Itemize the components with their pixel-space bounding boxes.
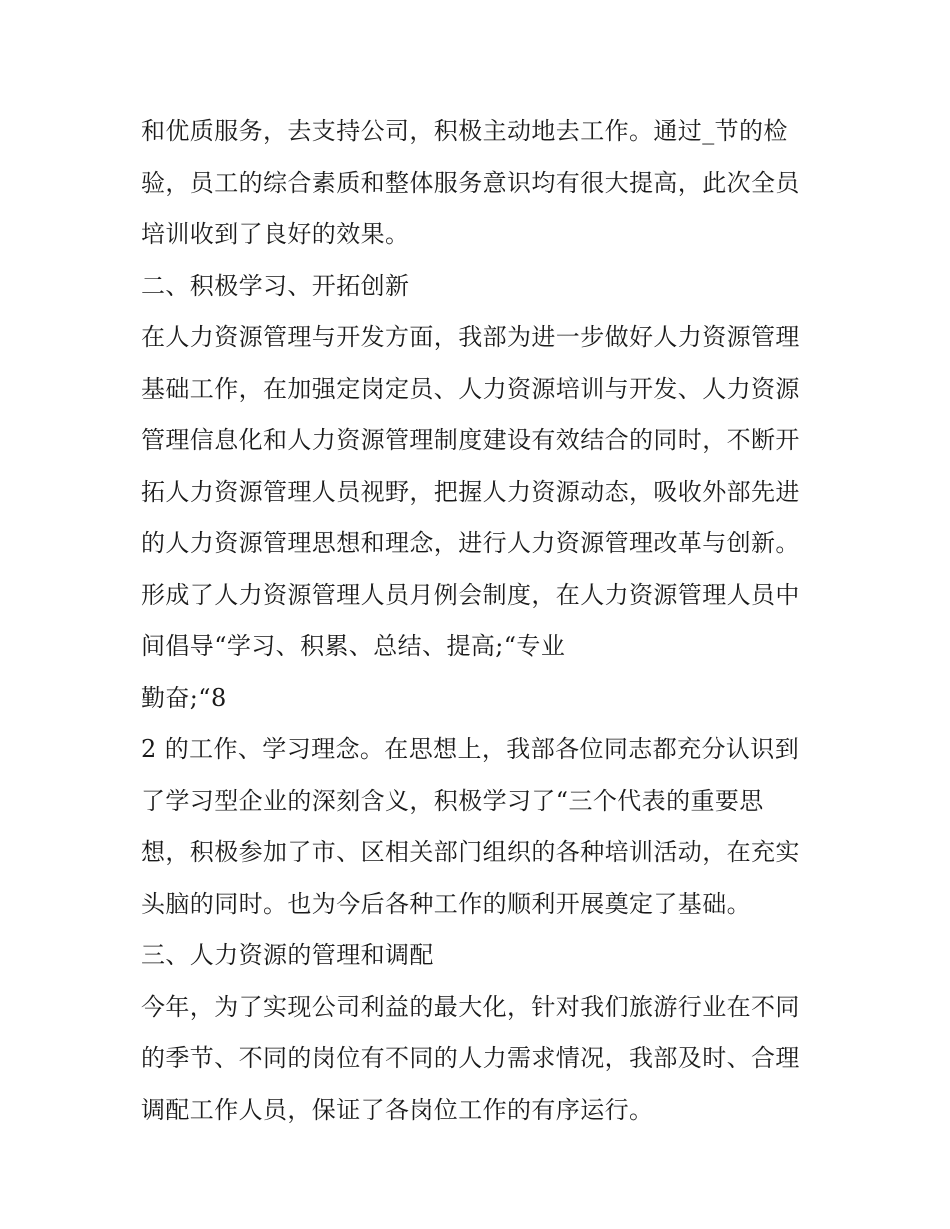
text-line-7: 管理信息化和人力资源管理制度建设有效结合的同时，不断开 [141,426,800,454]
text-line-3: 培训收到了良好的效果。 [141,220,410,248]
text-line-20: 调配工作人员，保证了各岗位工作的有序运行。 [141,1095,654,1124]
text-line-16: 头脑的同时。也为今后各种工作的顺利开展奠定了基础。 [141,889,751,918]
text-line-1: 和优质服务，去支持公司，积极主动地去工作。通过_节的检 [141,117,788,145]
text-line-18: 今年，为了实现公司利益的最大化，针对我们旅游行业在不同 [141,992,800,1021]
text-line-13: 2 的工作、学习理念。在思想上，我部各位同志都充分认识到 [141,735,800,763]
text-line-6: 基础工作，在加强定岗定员、人力资源培训与开发、人力资源 [141,374,800,403]
text-line-19: 的季节、不同的岗位有不同的人力需求情况，我部及时、合理 [141,1044,800,1072]
text-line-12: 勤奋;“8 [141,683,227,712]
text-line-14: 了学习型企业的深刻含义，积极学习了“三个代表的重要思 [141,786,764,815]
text-line-11: 间倡导“学习、积累、总结、提高;“专业 [141,632,566,660]
text-line-8: 拓人力资源管理人员视野，把握人力资源动态，吸收外部先进 [141,477,800,506]
section-heading-2: 二、积极学习、开拓创新 [141,271,410,300]
document-body [141,106,821,1136]
text-line-5: 在人力资源管理与开发方面，我部为进一步做好人力资源管理 [141,323,800,351]
section-heading-3: 三、人力资源的管理和调配 [141,941,434,969]
text-line-9: 的人力资源管理思想和理念，进行人力资源管理改革与创新。 [141,529,800,557]
text-line-15: 想，积极参加了市、区相关部门组织的各种培训活动，在充实 [141,838,800,866]
text-line-2: 验，员工的综合素质和整体服务意识均有很大提高，此次全员 [141,168,800,197]
text-line-10: 形成了人力资源管理人员月例会制度，在人力资源管理人员中 [141,580,800,609]
